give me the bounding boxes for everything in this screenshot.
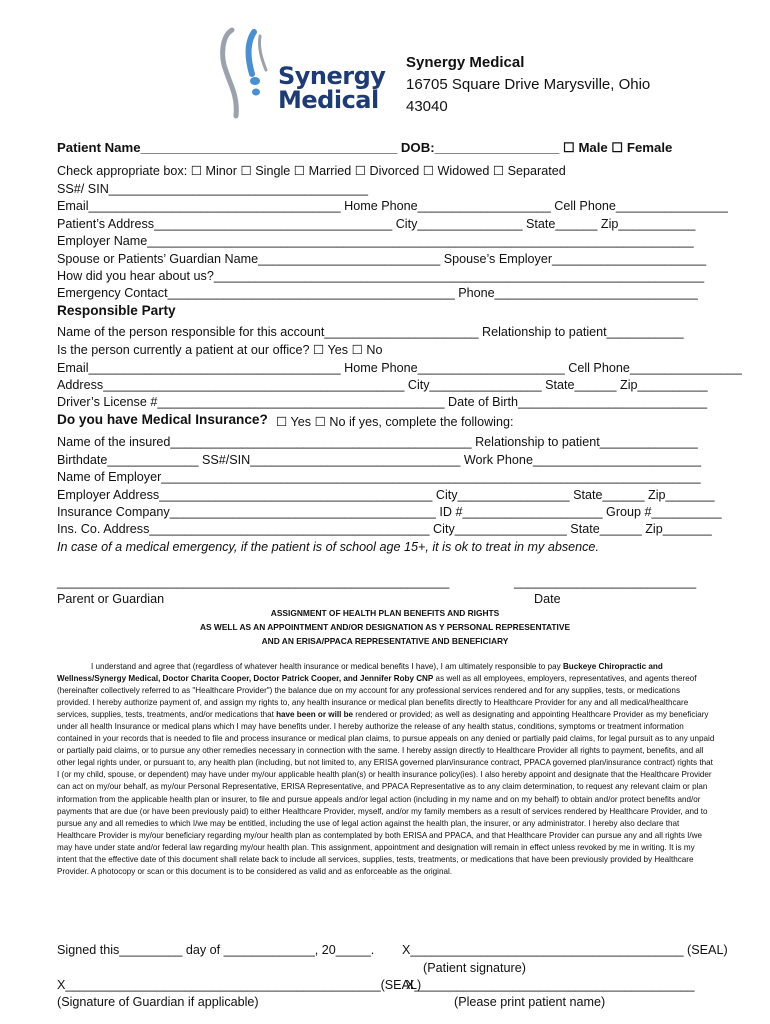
spouse-guardian-line[interactable]: Spouse or Patients’ Guardian Name__________________________ Spouse’s Employer______________________ <box>57 252 707 266</box>
insurance-heading: Do you have Medical Insurance? <box>57 412 268 427</box>
responsible-party-heading: Responsible Party <box>57 303 176 318</box>
clinic-address-line1: 16705 Square Drive Marysville, Ohio <box>406 76 651 93</box>
clinic-address-block <box>406 52 706 118</box>
signed-date-line[interactable]: Signed this_________ day of _____________, 20_____. <box>57 943 375 957</box>
insurance-company-address-line[interactable]: Ins. Co. Address________________________________________ City________________ State______ Zip_______ <box>57 522 712 536</box>
responsible-address-line[interactable]: Address___________________________________________ City________________ State______ Zip__________ <box>57 378 708 392</box>
license-dob-line[interactable]: Driver’s License #_________________________________________ Date of Birth___________________________ <box>57 395 708 409</box>
patient-address-line[interactable]: Patient’s Address__________________________________ City_______________ State______ Zip___________ <box>57 217 696 231</box>
logo-text-synergy: Synergy <box>278 62 386 90</box>
guardian-signature-label: (Signature of Guardian if applicable) <box>57 995 259 1009</box>
clinic-address-line2: 43040 <box>406 98 448 115</box>
emergency-treatment-note: In case of a medical emergency, if the patient is of school age 15+, it is ok to treat in my absence. <box>57 540 599 554</box>
assignment-text-a: I understand and agree that (regardless of whatever health insurance or medical benefits I have), I am ultimately responsible to pay <box>91 662 563 671</box>
patient-signature-label: (Patient signature) <box>423 961 526 975</box>
insured-name-line[interactable]: Name of the insured___________________________________________ Relationship to patient______________ <box>57 435 698 449</box>
patient-signature-line[interactable]: X_______________________________________ (SEAL) <box>402 943 728 957</box>
responsible-name-relationship-line[interactable]: Name of the person responsible for this account______________________ Relationship to patient___________ <box>57 325 684 339</box>
employer-name-field[interactable]: Employer Name______________________________________________________________________________ <box>57 234 694 248</box>
assignment-title-line3: AND AN ERISA/PPACA REPRESENTATIVE AND BENEFICIARY <box>261 636 509 646</box>
guardian-date-line[interactable]: __________________________ <box>514 575 697 589</box>
current-patient-checkboxes[interactable]: Is the person currently a patient at our office? ☐ Yes ☐ No <box>57 343 383 357</box>
clinic-name: Synergy Medical <box>406 54 525 71</box>
guardian-signature-label: Parent or Guardian <box>57 592 165 606</box>
assignment-emphasis: have been or will be <box>276 710 354 720</box>
insured-employer-field[interactable]: Name of Employer_____________________________________________________________________________ <box>57 470 701 484</box>
responsible-email-phone-line[interactable]: Email____________________________________ Home Phone_____________________ Cell Phone________________ <box>57 361 742 375</box>
synergy-medical-logo <box>212 26 387 121</box>
marital-status-checkboxes[interactable]: Check appropriate box: ☐ Minor ☐ Single ☐ Married ☐ Divorced ☐ Widowed ☐ Separated <box>57 164 566 178</box>
spine-figure-icon <box>212 26 282 121</box>
assignment-title-line2: AS WELL AS AN APPOINTMENT AND/OR DESIGNATION AS Y PERSONAL REPRESENTATIVE <box>199 622 571 632</box>
insurance-company-line[interactable]: Insurance Company______________________________________ ID #____________________ Group #__________ <box>57 505 722 519</box>
insurance-yes-no-checkboxes[interactable]: ☐ Yes ☐ No if yes, complete the following: <box>276 415 514 429</box>
guardian-date-label: Date <box>534 592 561 606</box>
emergency-contact-line[interactable]: Emergency Contact_________________________________________ Phone_____________________________ <box>57 286 698 300</box>
referral-source-field[interactable]: How did you hear about us?______________________________________________________________________ <box>57 269 705 283</box>
assignment-provider-names: Buckeye Chiropractic and Wellness/Synergy Medical, Doctor Charita Cooper, Doctor Patrick Cooper, and Jennifer Roby CNP <box>57 662 663 684</box>
assignment-text-e: rendered or provided; as well as designating and appointing Healthcare Provider as my beneficiary under all health Insurance or medical plans which I may have benefits under. I hereby authorize the release of any health status, conditions, symptoms or treatment information contained in your records that is needed to file and process insurance or medical plan claims, to pursue appeals on any denied or partially paid claims, for legal pursuit as to any unpaid or partially paid claims, or to pursue any other remedies necessary in connection with the same. I hereby assign directly to Healthcare Provider all rights to payment, benefits, and all other legal rights under, or pursuant to, any health plan (including, but not limited to, any ERISA governed plan/insurance contract, PPACA governed plan/insurance contract) rights that I (or my child, spouse, or dependent) may have under my/our applicable health plan(s) or health insurance policy(ies). I also hereby appoint and designate that the Healthcare Provider can act on my/our behalf, as my/our Personal Representative, ERISA Representative, and PPACA Representative as to any claim determination, to request any relevant claim or plan information from the applicable health plan or insurer, to file and pursue appeals and/or legal action (including in my name and on my behalf) to obtain and/or protect benefits and/or payments that are due (or have been previously paid) to either Healthcare Provider, myself, and/or my family members as a result of services rendered by Healthcare Provider, and to pursue any and all remedies to which I/we may be entitled, including the use of legal action against the health plan, the insurer, or any administrator. I hereby also declare that Healthcare Provider is my/our beneficiary regarding my/our health plan as contemplated by both ERISA and PPACA, and that Healthcare Provider can pursue any and all rights I/we may have under state and/or federal law regarding my/our health plan. This assignment, appointment and designation will remain in effect unless revoked by me in writing. It is my intent that the effective date of this document shall relate back to include all services, supplies, tests, treatments, or medications that have been previously provided by Healthcare Provider. A photocopy or scan or this document is to be considered as valid and as enforceable as the original. <box>57 710 715 876</box>
assignment-text-c: as well as all employees, employers, representatives, and agents thereof (hereinafter collectively referred to as "Healthcare Provider") the balance due on my account for any professional services rendered and for any supplies, tests, or medications provided. I hereby authorize payment of, and assign my rights to, any health insurance or medical plan benefits directly to Healthcare Provider for any and all medical/healthcare services, supplies, tests, treatments, and/or medications that <box>57 674 697 720</box>
assignment-title-line1: ASSIGNMENT OF HEALTH PLAN BENEFITS AND RIGHTS <box>270 608 500 618</box>
guardian-signature-line[interactable]: ________________________________________________________ <box>57 575 450 589</box>
logo-text-medical: Medical <box>278 86 379 114</box>
patient-email-phone-line[interactable]: Email____________________________________ Home Phone___________________ Cell Phone________________ <box>57 199 728 213</box>
print-name-label: (Please print patient name) <box>454 995 606 1009</box>
patient-name-dob-gender-line[interactable]: Patient Name___________________________________ DOB:_________________ ☐ Male ☐ Female <box>57 140 673 155</box>
print-name-line[interactable]: X________________________________________ <box>406 978 695 992</box>
assignment-paragraph <box>57 661 715 878</box>
ssn-field[interactable]: SS#/ SIN_____________________________________ <box>57 182 368 196</box>
insured-birthdate-ssn-line[interactable]: Birthdate_____________ SS#/SIN______________________________ Work Phone________________________ <box>57 453 702 467</box>
insured-employer-address-line[interactable]: Employer Address_______________________________________ City________________ State______ Zip_______ <box>57 488 715 502</box>
guardian-signature-seal-line[interactable]: X_____________________________________________(SEAL) <box>57 978 422 992</box>
